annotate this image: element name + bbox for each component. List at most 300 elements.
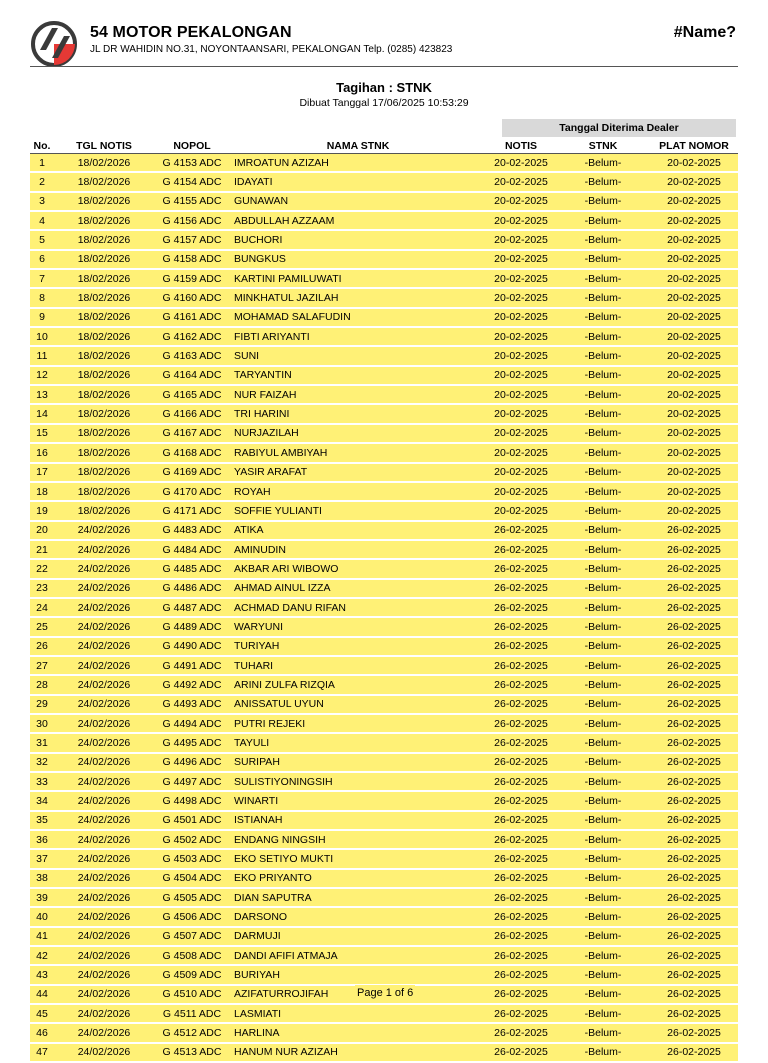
- table-row: [30, 521, 738, 540]
- row-number: 32: [30, 753, 54, 772]
- notis-date-cell: 20-02-2025: [486, 192, 556, 211]
- nopol-cell: G 4169 ADC: [154, 463, 230, 482]
- notis-date-cell: 26-02-2025: [486, 772, 556, 791]
- tgl-notis-cell: 18/02/2026: [54, 288, 154, 307]
- plat-nomor-date-cell: 26-02-2025: [650, 888, 738, 907]
- nama-stnk-cell: MINKHATUL JAZILAH: [230, 288, 486, 307]
- nama-stnk-cell: AHMAD AINUL IZZA: [230, 579, 486, 598]
- plat-nomor-date-cell: 26-02-2025: [650, 1043, 738, 1062]
- tgl-notis-cell: 24/02/2026: [54, 772, 154, 791]
- nama-stnk-cell: AKBAR ARI WIBOWO: [230, 559, 486, 578]
- nopol-cell: G 4485 ADC: [154, 559, 230, 578]
- stnk-status-cell: -Belum-: [556, 772, 650, 791]
- notis-date-cell: 20-02-2025: [486, 385, 556, 404]
- tgl-notis-cell: 18/02/2026: [54, 308, 154, 327]
- table-row: [30, 598, 738, 617]
- plat-nomor-date-cell: 26-02-2025: [650, 830, 738, 849]
- plat-nomor-date-cell: 20-02-2025: [650, 346, 738, 365]
- stnk-status-cell: -Belum-: [556, 269, 650, 288]
- notis-date-cell: 20-02-2025: [486, 482, 556, 501]
- stnk-status-cell: -Belum-: [556, 695, 650, 714]
- plat-nomor-date-cell: 26-02-2025: [650, 540, 738, 559]
- notis-date-cell: 26-02-2025: [486, 985, 556, 1004]
- tgl-notis-cell: 24/02/2026: [54, 733, 154, 752]
- notis-date-cell: 26-02-2025: [486, 1023, 556, 1042]
- stnk-status-cell: -Belum-: [556, 656, 650, 675]
- row-number: 45: [30, 1004, 54, 1023]
- plat-nomor-date-cell: 26-02-2025: [650, 946, 738, 965]
- row-number: 3: [30, 192, 54, 211]
- row-number: 5: [30, 230, 54, 249]
- plat-nomor-date-cell: 20-02-2025: [650, 443, 738, 462]
- plat-nomor-date-cell: 26-02-2025: [650, 733, 738, 752]
- plat-nomor-date-cell: 26-02-2025: [650, 714, 738, 733]
- plat-nomor-date-cell: 26-02-2025: [650, 1023, 738, 1042]
- nopol-cell: G 4164 ADC: [154, 366, 230, 385]
- table-row: [30, 927, 738, 946]
- nopol-cell: G 4157 ADC: [154, 230, 230, 249]
- table-row: [30, 733, 738, 752]
- notis-date-cell: 26-02-2025: [486, 579, 556, 598]
- tgl-notis-cell: 24/02/2026: [54, 946, 154, 965]
- stnk-status-cell: -Belum-: [556, 714, 650, 733]
- stnk-table: [30, 138, 738, 1063]
- stnk-status-cell: -Belum-: [556, 849, 650, 868]
- notis-date-cell: 20-02-2025: [486, 327, 556, 346]
- nopol-cell: G 4512 ADC: [154, 1023, 230, 1042]
- nama-stnk-cell: SULISTIYONINGSIH: [230, 772, 486, 791]
- plat-nomor-date-cell: 20-02-2025: [650, 154, 738, 173]
- table-row: [30, 675, 738, 694]
- notis-date-cell: 26-02-2025: [486, 811, 556, 830]
- tgl-notis-cell: 18/02/2026: [54, 424, 154, 443]
- row-number: 22: [30, 559, 54, 578]
- table-row: [30, 811, 738, 830]
- row-number: 44: [30, 985, 54, 1004]
- notis-date-cell: 20-02-2025: [486, 154, 556, 173]
- notis-date-cell: 26-02-2025: [486, 598, 556, 617]
- plat-nomor-date-cell: 26-02-2025: [650, 598, 738, 617]
- stnk-status-cell: -Belum-: [556, 327, 650, 346]
- tgl-notis-cell: 18/02/2026: [54, 192, 154, 211]
- plat-nomor-date-cell: 20-02-2025: [650, 327, 738, 346]
- nama-stnk-cell: EKO PRIYANTO: [230, 869, 486, 888]
- nama-stnk-cell: ENDANG NINGSIH: [230, 830, 486, 849]
- nama-stnk-cell: HANUM NUR AZIZAH: [230, 1043, 486, 1062]
- stnk-status-cell: -Belum-: [556, 250, 650, 269]
- nama-stnk-cell: SOFFIE YULIANTI: [230, 501, 486, 520]
- row-number: 9: [30, 308, 54, 327]
- company-address: JL DR WAHIDIN NO.31, NOYONTAANSARI, PEKALONGAN Telp. (0285) 423823: [90, 44, 453, 55]
- nopol-cell: G 4509 ADC: [154, 965, 230, 984]
- nama-stnk-cell: TAYULI: [230, 733, 486, 752]
- stnk-status-cell: -Belum-: [556, 637, 650, 656]
- plat-nomor-date-cell: 20-02-2025: [650, 424, 738, 443]
- tgl-notis-cell: 24/02/2026: [54, 849, 154, 868]
- nama-stnk-cell: EKO SETIYO MUKTI: [230, 849, 486, 868]
- table-row: [30, 501, 738, 520]
- plat-nomor-date-cell: 26-02-2025: [650, 907, 738, 926]
- row-number: 47: [30, 1043, 54, 1062]
- nopol-cell: G 4501 ADC: [154, 811, 230, 830]
- stnk-status-cell: -Belum-: [556, 598, 650, 617]
- nopol-cell: G 4165 ADC: [154, 385, 230, 404]
- notis-date-cell: 26-02-2025: [486, 888, 556, 907]
- table-row: [30, 714, 738, 733]
- nopol-cell: G 4513 ADC: [154, 1043, 230, 1062]
- plat-nomor-date-cell: 26-02-2025: [650, 617, 738, 636]
- row-number: 34: [30, 791, 54, 810]
- nopol-cell: G 4483 ADC: [154, 521, 230, 540]
- stnk-status-cell: -Belum-: [556, 308, 650, 327]
- table-row: [30, 637, 738, 656]
- plat-nomor-date-cell: 20-02-2025: [650, 308, 738, 327]
- row-number: 12: [30, 366, 54, 385]
- nopol-cell: G 4160 ADC: [154, 288, 230, 307]
- plat-nomor-date-cell: 26-02-2025: [650, 869, 738, 888]
- notis-date-cell: 20-02-2025: [486, 346, 556, 365]
- tgl-notis-cell: 24/02/2026: [54, 617, 154, 636]
- nama-stnk-cell: SUNI: [230, 346, 486, 365]
- row-number: 26: [30, 637, 54, 656]
- nopol-cell: G 4487 ADC: [154, 598, 230, 617]
- tgl-notis-cell: 24/02/2026: [54, 637, 154, 656]
- tgl-notis-cell: 18/02/2026: [54, 327, 154, 346]
- tgl-notis-cell: 24/02/2026: [54, 907, 154, 926]
- report-title: Tagihan : STNK: [336, 80, 432, 95]
- nopol-cell: G 4168 ADC: [154, 443, 230, 462]
- nopol-cell: G 4167 ADC: [154, 424, 230, 443]
- plat-nomor-date-cell: 26-02-2025: [650, 753, 738, 772]
- tgl-notis-cell: 24/02/2026: [54, 695, 154, 714]
- plat-nomor-date-cell: 26-02-2025: [650, 1004, 738, 1023]
- tgl-notis-cell: 24/02/2026: [54, 927, 154, 946]
- plat-nomor-date-cell: 20-02-2025: [650, 366, 738, 385]
- notis-date-cell: 26-02-2025: [486, 540, 556, 559]
- row-number: 2: [30, 172, 54, 191]
- table-row: [30, 1043, 738, 1062]
- notis-date-cell: 26-02-2025: [486, 714, 556, 733]
- nopol-cell: G 4161 ADC: [154, 308, 230, 327]
- company-logo-icon: [30, 20, 78, 68]
- row-number: 1: [30, 154, 54, 173]
- tgl-notis-cell: 24/02/2026: [54, 559, 154, 578]
- nopol-cell: G 4155 ADC: [154, 192, 230, 211]
- table-row: [30, 907, 738, 926]
- tgl-notis-cell: 24/02/2026: [54, 811, 154, 830]
- table-row: [30, 366, 738, 385]
- row-number: 40: [30, 907, 54, 926]
- nopol-cell: G 4484 ADC: [154, 540, 230, 559]
- notis-date-cell: 20-02-2025: [486, 501, 556, 520]
- nama-stnk-cell: RABIYUL AMBIYAH: [230, 443, 486, 462]
- table-row: [30, 1004, 738, 1023]
- table-row: [30, 443, 738, 462]
- notis-date-cell: 26-02-2025: [486, 733, 556, 752]
- nama-stnk-cell: ARINI ZULFA RIZQIA: [230, 675, 486, 694]
- stnk-status-cell: -Belum-: [556, 540, 650, 559]
- stnk-status-cell: -Belum-: [556, 404, 650, 423]
- notis-date-cell: 20-02-2025: [486, 366, 556, 385]
- notis-date-cell: 20-02-2025: [486, 211, 556, 230]
- nopol-cell: G 4154 ADC: [154, 172, 230, 191]
- nama-stnk-cell: WINARTI: [230, 791, 486, 810]
- table-row: [30, 269, 738, 288]
- row-number: 42: [30, 946, 54, 965]
- nopol-cell: G 4511 ADC: [154, 1004, 230, 1023]
- tgl-notis-cell: 24/02/2026: [54, 521, 154, 540]
- plat-nomor-date-cell: 26-02-2025: [650, 985, 738, 1004]
- plat-nomor-date-cell: 26-02-2025: [650, 965, 738, 984]
- table-row: [30, 849, 738, 868]
- nama-stnk-cell: TARYANTIN: [230, 366, 486, 385]
- stnk-status-cell: -Belum-: [556, 346, 650, 365]
- table-row: [30, 791, 738, 810]
- notis-date-cell: 20-02-2025: [486, 308, 556, 327]
- plat-nomor-date-cell: 26-02-2025: [650, 695, 738, 714]
- table-body: [30, 154, 738, 1063]
- nopol-cell: G 4503 ADC: [154, 849, 230, 868]
- row-number: 20: [30, 521, 54, 540]
- row-number: 46: [30, 1023, 54, 1042]
- table-row: [30, 211, 738, 230]
- stnk-status-cell: -Belum-: [556, 675, 650, 694]
- table-row: [30, 559, 738, 578]
- plat-nomor-date-cell: 20-02-2025: [650, 288, 738, 307]
- nama-stnk-cell: FIBTI ARIYANTI: [230, 327, 486, 346]
- table-row: [30, 308, 738, 327]
- nama-stnk-cell: TUHARI: [230, 656, 486, 675]
- stnk-status-cell: -Belum-: [556, 211, 650, 230]
- tgl-notis-cell: 18/02/2026: [54, 269, 154, 288]
- notis-date-cell: 20-02-2025: [486, 288, 556, 307]
- nama-stnk-cell: ATIKA: [230, 521, 486, 540]
- tgl-notis-cell: 18/02/2026: [54, 443, 154, 462]
- tgl-notis-cell: 24/02/2026: [54, 791, 154, 810]
- plat-nomor-date-cell: 26-02-2025: [650, 521, 738, 540]
- nama-stnk-cell: HARLINA: [230, 1023, 486, 1042]
- col-header-stnk: STNK: [556, 138, 650, 154]
- stnk-status-cell: -Belum-: [556, 965, 650, 984]
- notis-date-cell: 26-02-2025: [486, 637, 556, 656]
- nopol-cell: G 4496 ADC: [154, 753, 230, 772]
- table-row: [30, 154, 738, 173]
- row-number: 23: [30, 579, 54, 598]
- nama-stnk-cell: ABDULLAH AZZAAM: [230, 211, 486, 230]
- table-row: [30, 965, 738, 984]
- notis-date-cell: 26-02-2025: [486, 753, 556, 772]
- tgl-notis-cell: 18/02/2026: [54, 463, 154, 482]
- tgl-notis-cell: 24/02/2026: [54, 869, 154, 888]
- plat-nomor-date-cell: 26-02-2025: [650, 579, 738, 598]
- tgl-notis-cell: 18/02/2026: [54, 211, 154, 230]
- row-number: 39: [30, 888, 54, 907]
- nopol-cell: G 4497 ADC: [154, 772, 230, 791]
- nopol-cell: G 4508 ADC: [154, 946, 230, 965]
- stnk-status-cell: -Belum-: [556, 154, 650, 173]
- nama-stnk-cell: NUR FAIZAH: [230, 385, 486, 404]
- col-header-plat-nomor: PLAT NOMOR: [650, 138, 738, 154]
- table-header-row: [30, 138, 738, 154]
- nopol-cell: G 4492 ADC: [154, 675, 230, 694]
- nama-stnk-cell: PUTRI REJEKI: [230, 714, 486, 733]
- row-number: 4: [30, 211, 54, 230]
- nopol-cell: G 4166 ADC: [154, 404, 230, 423]
- name-error-field: #Name?: [673, 24, 736, 41]
- table-row: [30, 463, 738, 482]
- nopol-cell: G 4491 ADC: [154, 656, 230, 675]
- nopol-cell: G 4507 ADC: [154, 927, 230, 946]
- row-number: 11: [30, 346, 54, 365]
- tgl-notis-cell: 24/02/2026: [54, 714, 154, 733]
- nama-stnk-cell: NURJAZILAH: [230, 424, 486, 443]
- nama-stnk-cell: ANISSATUL UYUN: [230, 695, 486, 714]
- row-number: 31: [30, 733, 54, 752]
- table-row: [30, 1023, 738, 1042]
- row-number: 30: [30, 714, 54, 733]
- table-row: [30, 192, 738, 211]
- notis-date-cell: 20-02-2025: [486, 230, 556, 249]
- table-row: [30, 404, 738, 423]
- tgl-notis-cell: 18/02/2026: [54, 501, 154, 520]
- plat-nomor-date-cell: 26-02-2025: [650, 927, 738, 946]
- tgl-notis-cell: 24/02/2026: [54, 830, 154, 849]
- stnk-status-cell: -Belum-: [556, 907, 650, 926]
- plat-nomor-date-cell: 26-02-2025: [650, 772, 738, 791]
- tgl-notis-cell: 18/02/2026: [54, 385, 154, 404]
- tgl-notis-cell: 18/02/2026: [54, 482, 154, 501]
- nopol-cell: G 4495 ADC: [154, 733, 230, 752]
- table-row: [30, 385, 738, 404]
- row-number: 13: [30, 385, 54, 404]
- stnk-status-cell: -Belum-: [556, 230, 650, 249]
- row-number: 25: [30, 617, 54, 636]
- table-row: [30, 482, 738, 501]
- nama-stnk-cell: BURIYAH: [230, 965, 486, 984]
- nopol-cell: G 4162 ADC: [154, 327, 230, 346]
- notis-date-cell: 26-02-2025: [486, 1043, 556, 1062]
- notis-date-cell: 26-02-2025: [486, 521, 556, 540]
- stnk-status-cell: -Belum-: [556, 888, 650, 907]
- tgl-notis-cell: 24/02/2026: [54, 753, 154, 772]
- notis-date-cell: 20-02-2025: [486, 269, 556, 288]
- notis-date-cell: 26-02-2025: [486, 830, 556, 849]
- tgl-notis-cell: 24/02/2026: [54, 1004, 154, 1023]
- row-number: 16: [30, 443, 54, 462]
- table-row: [30, 772, 738, 791]
- tgl-notis-cell: 18/02/2026: [54, 366, 154, 385]
- stnk-status-cell: -Belum-: [556, 424, 650, 443]
- tgl-notis-cell: 24/02/2026: [54, 579, 154, 598]
- nama-stnk-cell: MOHAMAD SALAFUDIN: [230, 308, 486, 327]
- table-row: [30, 230, 738, 249]
- tgl-notis-cell: 18/02/2026: [54, 230, 154, 249]
- stnk-status-cell: -Belum-: [556, 288, 650, 307]
- notis-date-cell: 26-02-2025: [486, 965, 556, 984]
- row-number: 15: [30, 424, 54, 443]
- stnk-status-cell: -Belum-: [556, 946, 650, 965]
- nopol-cell: G 4493 ADC: [154, 695, 230, 714]
- plat-nomor-date-cell: 26-02-2025: [650, 811, 738, 830]
- col-header-nopol: NOPOL: [154, 138, 230, 154]
- table-row: [30, 888, 738, 907]
- tgl-notis-cell: 24/02/2026: [54, 598, 154, 617]
- nopol-cell: G 4170 ADC: [154, 482, 230, 501]
- stnk-status-cell: -Belum-: [556, 192, 650, 211]
- row-number: 29: [30, 695, 54, 714]
- nama-stnk-cell: DARMUJI: [230, 927, 486, 946]
- plat-nomor-date-cell: 20-02-2025: [650, 250, 738, 269]
- stnk-status-cell: -Belum-: [556, 617, 650, 636]
- table-row: [30, 540, 738, 559]
- row-number: 37: [30, 849, 54, 868]
- table-row: [30, 656, 738, 675]
- plat-nomor-date-cell: 26-02-2025: [650, 675, 738, 694]
- nama-stnk-cell: IDAYATI: [230, 172, 486, 191]
- notis-date-cell: 26-02-2025: [486, 791, 556, 810]
- plat-nomor-date-cell: 26-02-2025: [650, 637, 738, 656]
- tgl-notis-cell: 24/02/2026: [54, 656, 154, 675]
- nama-stnk-cell: BUNGKUS: [230, 250, 486, 269]
- col-header-tgl-notis: TGL NOTIS: [54, 138, 154, 154]
- table-row: [30, 695, 738, 714]
- nama-stnk-cell: SURIPAH: [230, 753, 486, 772]
- notis-date-cell: 26-02-2025: [486, 559, 556, 578]
- row-number: 35: [30, 811, 54, 830]
- tgl-notis-cell: 24/02/2026: [54, 1043, 154, 1062]
- stnk-status-cell: -Belum-: [556, 579, 650, 598]
- header-divider: [30, 66, 738, 67]
- stnk-status-cell: -Belum-: [556, 1043, 650, 1062]
- notis-date-cell: 20-02-2025: [486, 463, 556, 482]
- plat-nomor-date-cell: 20-02-2025: [650, 172, 738, 191]
- plat-nomor-date-cell: 26-02-2025: [650, 656, 738, 675]
- stnk-status-cell: -Belum-: [556, 830, 650, 849]
- table-row: [30, 579, 738, 598]
- notis-date-cell: 26-02-2025: [486, 675, 556, 694]
- row-number: 38: [30, 869, 54, 888]
- nama-stnk-cell: AZIFATURROJIFAH: [230, 985, 486, 1004]
- table-row: [30, 830, 738, 849]
- table-row: [30, 753, 738, 772]
- tgl-notis-cell: 18/02/2026: [54, 404, 154, 423]
- nama-stnk-cell: ROYAH: [230, 482, 486, 501]
- nopol-cell: G 4506 ADC: [154, 907, 230, 926]
- table-row: [30, 288, 738, 307]
- row-number: 14: [30, 404, 54, 423]
- nama-stnk-cell: WARYUNI: [230, 617, 486, 636]
- row-number: 19: [30, 501, 54, 520]
- nama-stnk-cell: ISTIANAH: [230, 811, 486, 830]
- stnk-status-cell: -Belum-: [556, 482, 650, 501]
- stnk-status-cell: -Belum-: [556, 501, 650, 520]
- stnk-status-cell: -Belum-: [556, 172, 650, 191]
- stnk-status-cell: -Belum-: [556, 753, 650, 772]
- notis-date-cell: 20-02-2025: [486, 424, 556, 443]
- stnk-status-cell: -Belum-: [556, 733, 650, 752]
- stnk-status-cell: -Belum-: [556, 811, 650, 830]
- plat-nomor-date-cell: 20-02-2025: [650, 385, 738, 404]
- stnk-status-cell: -Belum-: [556, 443, 650, 462]
- stnk-status-cell: -Belum-: [556, 985, 650, 1004]
- row-number: 21: [30, 540, 54, 559]
- plat-nomor-date-cell: 20-02-2025: [650, 211, 738, 230]
- table-row: [30, 869, 738, 888]
- stnk-status-cell: -Belum-: [556, 1004, 650, 1023]
- stnk-status-cell: -Belum-: [556, 1023, 650, 1042]
- notis-date-cell: 26-02-2025: [486, 1004, 556, 1023]
- tgl-notis-cell: 24/02/2026: [54, 1023, 154, 1042]
